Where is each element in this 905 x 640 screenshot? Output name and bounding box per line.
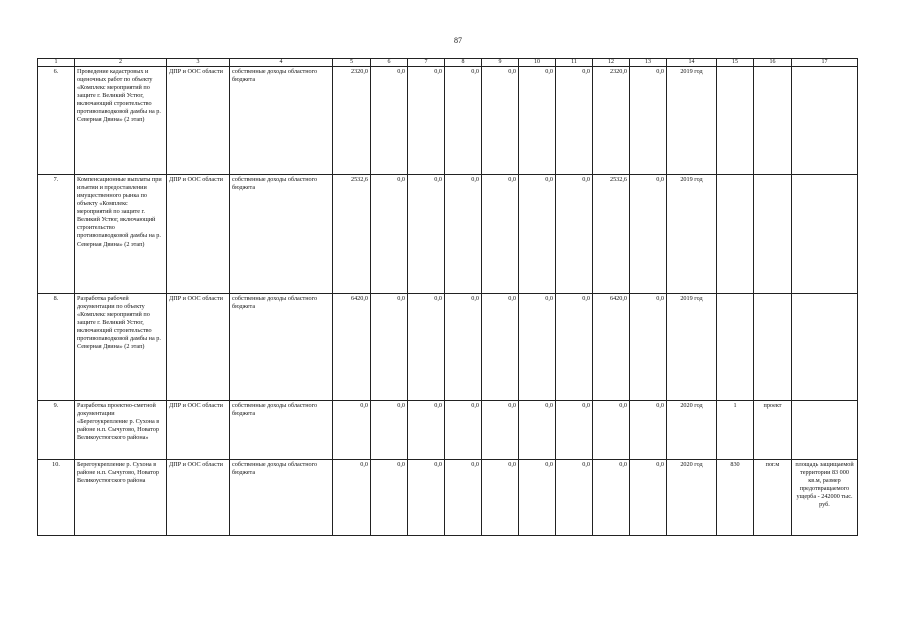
cell-col9: 0,0 [482, 460, 519, 536]
column-number: 12 [593, 59, 630, 67]
cell-col5: 2532,6 [333, 175, 371, 294]
activity-name: Проведение кадастровых и оценочных работ по объекту «Комплекс мероприятий по защите г. Великий Устюг, включающий строительство противопаводковой дамбы на р. Северная Двина» (2 этап) [75, 67, 167, 175]
cell-col9: 0,0 [482, 294, 519, 401]
activity-name: Разработка рабочей документации по объекту «Комплекс мероприятий по защите г. Великий Устюг, включающий строительство противопаводковой дамбы на р. Северная Двина» (2 этап) [75, 294, 167, 401]
column-number: 9 [482, 59, 519, 67]
column-number: 15 [717, 59, 754, 67]
funding-source: собственные доходы областного бюджета [230, 460, 333, 536]
cell-col6: 0,0 [371, 175, 408, 294]
column-number: 17 [792, 59, 858, 67]
cell-col12: 2320,0 [593, 67, 630, 175]
activity-name: Разработка проектно-сметной документации «Берегоукрепление р. Сухона в районе н.п. Сычугово, Новатор Великоустюгского района» [75, 401, 167, 460]
cell-col7: 0,0 [408, 294, 445, 401]
cell-col10: 0,0 [519, 401, 556, 460]
cell-col7: 0,0 [408, 175, 445, 294]
cell-col12: 0,0 [593, 401, 630, 460]
cell-col8: 0,0 [445, 294, 482, 401]
row-index: 7. [38, 175, 75, 294]
executor: ДПР и ООС области [167, 294, 230, 401]
funding-source: собственные доходы областного бюджета [230, 67, 333, 175]
budget-table [37, 58, 858, 536]
completion-year: 2019 год [667, 175, 717, 294]
page-number: 87 [454, 36, 462, 45]
cell-col12: 2532,6 [593, 175, 630, 294]
completion-year: 2020 год [667, 401, 717, 460]
column-number: 2 [75, 59, 167, 67]
row-index: 10. [38, 460, 75, 536]
completion-year: 2019 год [667, 67, 717, 175]
cell-col16 [754, 294, 792, 401]
cell-col7: 0,0 [408, 67, 445, 175]
funding-source: собственные доходы областного бюджета [230, 401, 333, 460]
column-number-row [38, 59, 858, 67]
cell-col15 [717, 67, 754, 175]
table-row [38, 175, 858, 294]
cell-col15: 1 [717, 401, 754, 460]
cell-col13: 0,0 [630, 401, 667, 460]
cell-col11: 0,0 [556, 294, 593, 401]
executor: ДПР и ООС области [167, 401, 230, 460]
cell-col11: 0,0 [556, 460, 593, 536]
row-index: 9. [38, 401, 75, 460]
table-row [38, 67, 858, 175]
column-number: 10 [519, 59, 556, 67]
cell-col15 [717, 175, 754, 294]
cell-col5: 0,0 [333, 460, 371, 536]
column-number: 13 [630, 59, 667, 67]
cell-col10: 0,0 [519, 67, 556, 175]
column-number: 16 [754, 59, 792, 67]
cell-col5: 2320,0 [333, 67, 371, 175]
cell-col12: 6420,0 [593, 294, 630, 401]
cell-col11: 0,0 [556, 401, 593, 460]
executor: ДПР и ООС области [167, 460, 230, 536]
executor: ДПР и ООС области [167, 175, 230, 294]
cell-col17 [792, 175, 858, 294]
cell-col8: 0,0 [445, 175, 482, 294]
cell-col13: 0,0 [630, 460, 667, 536]
funding-source: собственные доходы областного бюджета [230, 294, 333, 401]
table-row [38, 401, 858, 460]
column-number: 3 [167, 59, 230, 67]
cell-col10: 0,0 [519, 175, 556, 294]
table-row [38, 460, 858, 536]
cell-col9: 0,0 [482, 401, 519, 460]
cell-col5: 0,0 [333, 401, 371, 460]
cell-col13: 0,0 [630, 175, 667, 294]
column-number: 4 [230, 59, 333, 67]
cell-col6: 0,0 [371, 401, 408, 460]
cell-col6: 0,0 [371, 67, 408, 175]
cell-col17 [792, 401, 858, 460]
cell-col16 [754, 175, 792, 294]
cell-col11: 0,0 [556, 67, 593, 175]
cell-col15 [717, 294, 754, 401]
cell-col16: проект [754, 401, 792, 460]
cell-col8: 0,0 [445, 460, 482, 536]
cell-col5: 6420,0 [333, 294, 371, 401]
cell-col13: 0,0 [630, 67, 667, 175]
cell-col8: 0,0 [445, 67, 482, 175]
cell-col15: 830 [717, 460, 754, 536]
row-index: 8. [38, 294, 75, 401]
column-number: 7 [408, 59, 445, 67]
column-number: 6 [371, 59, 408, 67]
row-index: 6. [38, 67, 75, 175]
cell-col13: 0,0 [630, 294, 667, 401]
cell-col16: пог.м [754, 460, 792, 536]
table-row [38, 294, 858, 401]
activity-name: Компенсационные выплаты при изъятии и предоставлении имущественного рынка по объекту «Комплекс мероприятий по защите г. Великий Устюг, включающий строительство противопаводковой дамбы на р. Северная Двина» (2 этап) [75, 175, 167, 294]
cell-col17: площадь защищаемой территории 83 000 кв.м, размер предотвращаемого ущерба - 242000 тыс. руб. [792, 460, 858, 536]
cell-col17 [792, 67, 858, 175]
cell-col11: 0,0 [556, 175, 593, 294]
cell-col6: 0,0 [371, 294, 408, 401]
column-number: 8 [445, 59, 482, 67]
cell-col16 [754, 67, 792, 175]
cell-col7: 0,0 [408, 460, 445, 536]
completion-year: 2019 год [667, 294, 717, 401]
completion-year: 2020 год [667, 460, 717, 536]
column-number: 5 [333, 59, 371, 67]
column-number: 14 [667, 59, 717, 67]
funding-source: собственные доходы областного бюджета [230, 175, 333, 294]
executor: ДПР и ООС области [167, 67, 230, 175]
cell-col9: 0,0 [482, 175, 519, 294]
cell-col8: 0,0 [445, 401, 482, 460]
cell-col17 [792, 294, 858, 401]
cell-col10: 0,0 [519, 460, 556, 536]
cell-col9: 0,0 [482, 67, 519, 175]
cell-col12: 0,0 [593, 460, 630, 536]
cell-col6: 0,0 [371, 460, 408, 536]
activity-name: Берегоукрепление р. Сухона в районе н.п. Сычугово, Новатор Великоустюгского района [75, 460, 167, 536]
cell-col10: 0,0 [519, 294, 556, 401]
column-number: 1 [38, 59, 75, 67]
column-number: 11 [556, 59, 593, 67]
cell-col7: 0,0 [408, 401, 445, 460]
